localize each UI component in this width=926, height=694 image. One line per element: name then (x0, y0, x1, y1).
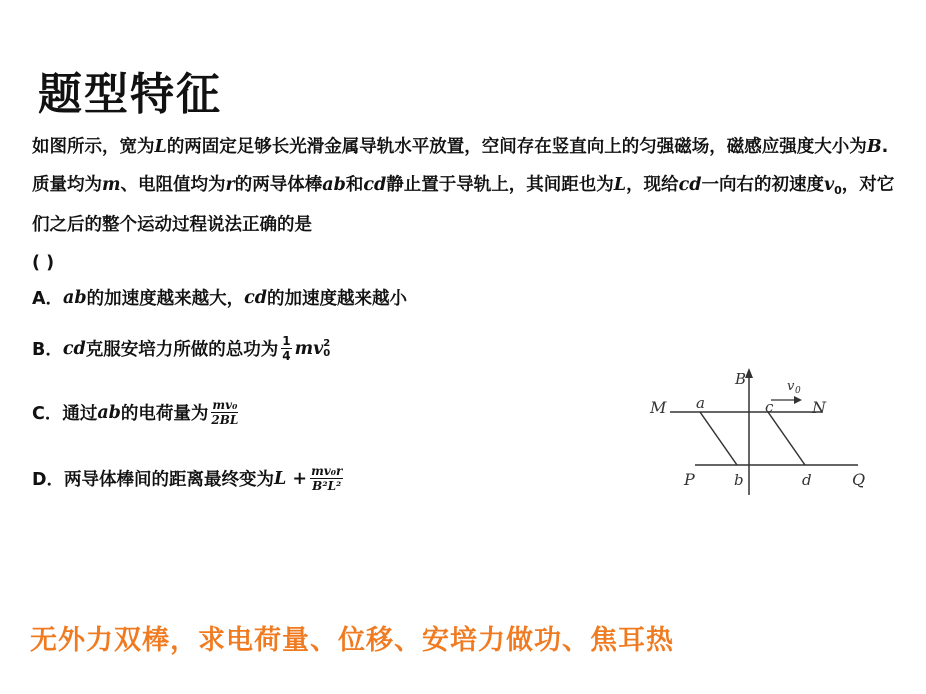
label-a: a (696, 394, 705, 412)
label-d: d (802, 471, 812, 489)
answer-parenthesis: ( ) (32, 253, 55, 273)
label-Q: Q (852, 470, 866, 489)
label-v-sub: 0 (795, 386, 801, 396)
label-c: c (765, 398, 774, 416)
velocity-arrow-icon (794, 396, 802, 404)
fraction: $\frac{1}{4}$ (282, 334, 291, 363)
rod-cd (768, 412, 805, 465)
question-text: 如图所示，宽为L的两固定足够长光滑金属导轨水平放置，空间存在竖直向上的匀强磁场，磁感应强度大小为B.质量均为m、电阻值均为r的两导体棒ab和cd静止置于导轨上，其间距也为L，现给cd一向右的初速度$v_0$，对它们之后的整个运动过程说法正确的是 ( ) (32, 137, 895, 273)
label-v: v (787, 379, 795, 394)
option-c[interactable]: C． 通过 ab 的电荷量为 $\frac{\text{mv₀}}{2BL}$ (32, 398, 239, 427)
bottom-note: 无外力双棒，求电荷量、位移、安培力做功、焦耳热 (30, 625, 674, 656)
fraction: $\frac{\text{mv₀r}}{\text{B²L²}}$ (311, 464, 343, 493)
field-arrow-icon (745, 368, 753, 378)
rod-ab (700, 412, 737, 465)
label-M: M (650, 398, 667, 417)
option-b[interactable]: B． cd 克服安培力所做的总功为 $\frac{1}{4}$ mv 2 0 (32, 334, 331, 363)
option-a[interactable]: A． ab 的加速度越来越大， cd 的加速度越来越小 (32, 287, 408, 309)
page-title: 题型特征 (38, 69, 222, 120)
option-d[interactable]: D． 两导体棒间的距离最终变为 L + $\frac{\text{mv₀r}}{\text{B²L²}}$ (32, 464, 343, 493)
label-B: B (735, 370, 747, 388)
rail-diagram (640, 340, 880, 504)
label-b: b (734, 471, 744, 489)
label-P: P (684, 470, 695, 489)
label-N: N (812, 398, 826, 417)
fraction: $\frac{\text{mv₀}}{2BL}$ (211, 398, 239, 427)
